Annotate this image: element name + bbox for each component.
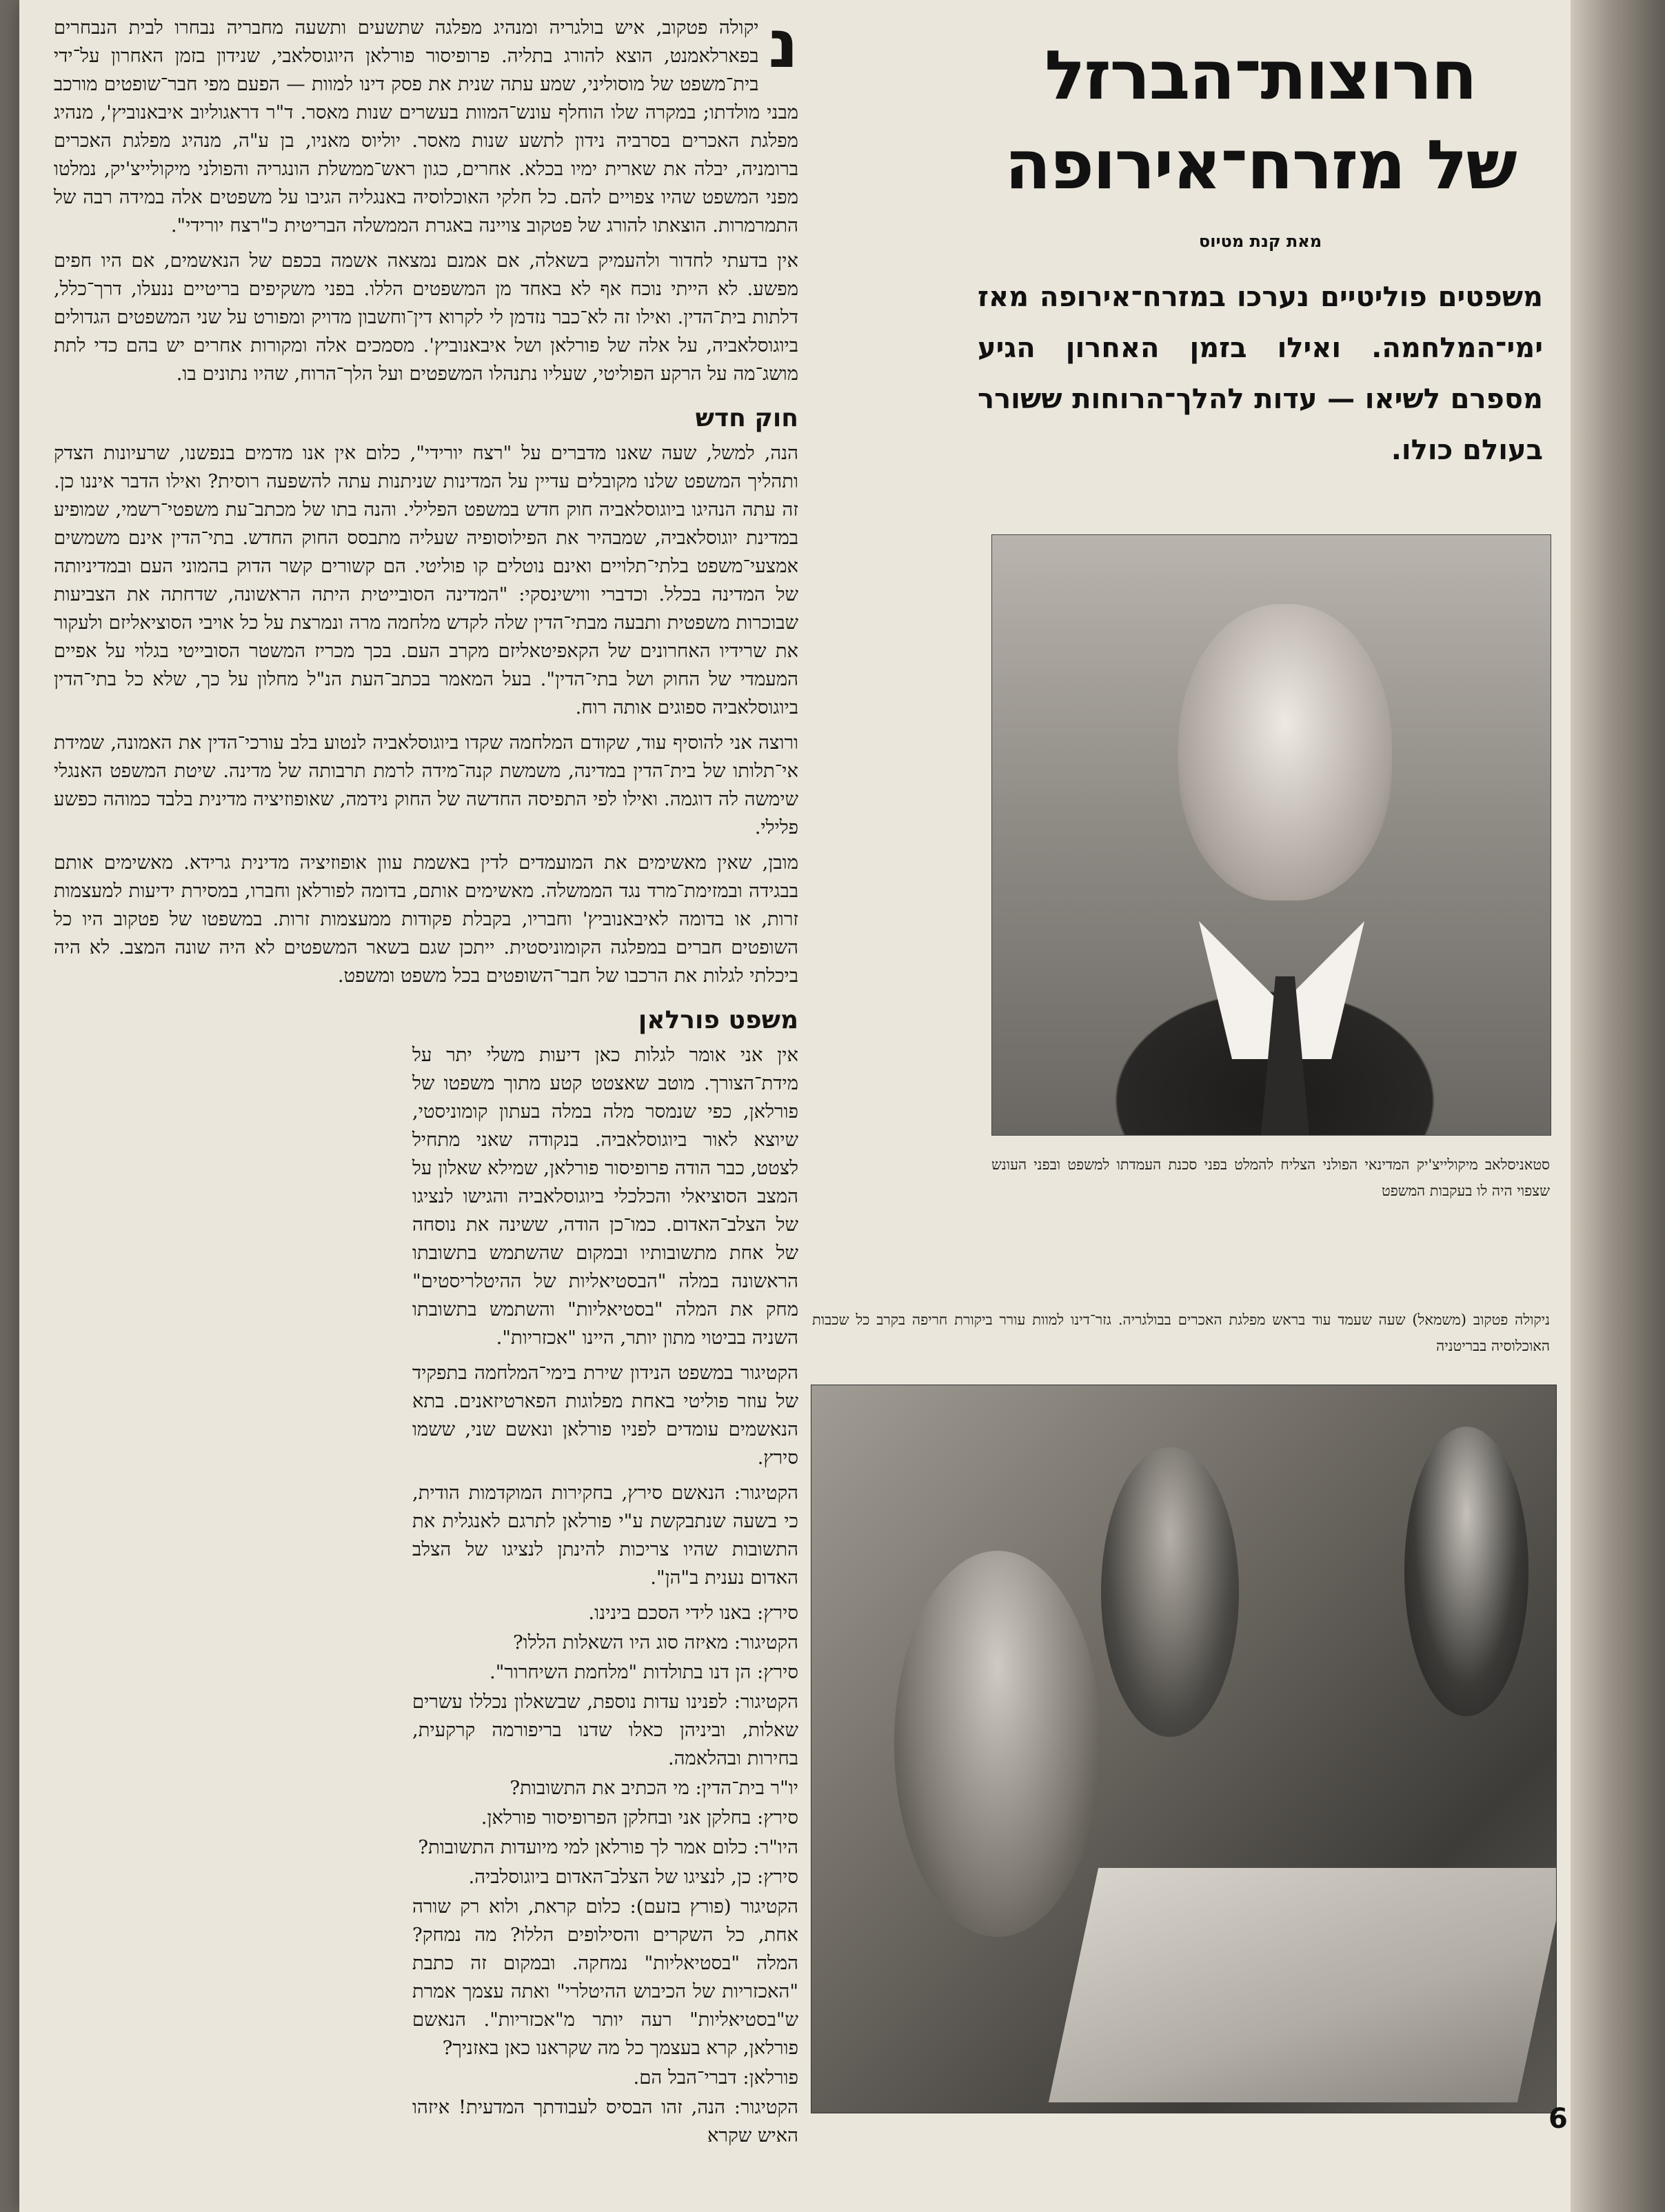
headline-block (971, 28, 1550, 476)
page-number: 6 (1548, 2103, 1568, 2135)
dialog-line: פורלאן: דברי־הבל הם. (633, 2067, 798, 2089)
dialog-line: היו"ר: כלום אמר לך פורלאן למי מיועדות התשובות? (418, 1836, 798, 1858)
dialog-line: הקטיגור: מאיזה סוג היו השאלות הללו? (512, 1631, 798, 1653)
adjacent-page-edge (1571, 0, 1665, 2212)
subheading-furlan-trial: משפט פורלאן (638, 1006, 798, 1034)
section2-paragraph-3: הקטיגור: הנאשם סירץ, בחקירות המוקדמות הודית, כי בשעה שנתבקשת ע"י פורלאן לתרגם לאנגלית את התשובות שהיו צריכות להינתן לנציגו של הצלב האדום נענית ב"הן". (412, 1482, 798, 1589)
drop-cap: נ (768, 6, 798, 83)
section2-paragraph-1: אין אני אומר לגלות כאן דיעות משלי יתר על מידת־הצורך. מוטב שאצטט קטע מתוך משפטו של פורלאן, כפי שנמסר מלה במלה בעתון קומוניסטי, שיוצא לאור ביוגוסלאביה. בנקודה שאני מתחיל לצטט, כבר הודה פרופיסור פורלאן, שמילא שאלון על המצב הסוציאלי והכלכלי ביוגוסלאביה והגישו לנציגו של הצלב־האדום. כמו־כן הודה, ששינה את נוסחה של אחת מתשובותיו ובמקום שהשתמש בתשובתו הראשונה במלה "הבסטיאליות של ההיטלריסטים" מחק את המלה "בסטיאליות" והשתמש בתשובתו השניה בביטוי מתון יותר, היינו "אכזריות". (412, 1044, 798, 1349)
dialog-line: סירץ: כן, לנציגו של הצלב־האדום ביוגוסלביה. (468, 1866, 798, 1888)
dialog-line: סירץ: הן דנו בתולדות "מלחמת השיחרור". (489, 1661, 798, 1683)
group-photo-caption: ניקולה פטקוב (משמאל) שעה שעמד עוד בראש מפלגת האכרים בבולגריה. גזר־דינו למוות עורר ביקורת חריפה בקרב כל שכבות האוכלוסיה בבריטניה (812, 1311, 1550, 1354)
section1-paragraph-1: הנה, למשל, שעה שאנו מדברים על "רצח יורידי", כלום אין אנו מדמים בנפשנו, שרעיונות הצדק ותהליך המשפט שלנו מקובלים עדיין על המדינות שניתנות עתה להשפעה רוסית? ואילו הדבר איננו כן. זה עתה הנהיגו ביוגוסלאביה חוק חדש במשפט הפלילי. והנה בתו של מכתב־עת משפטי־רשמי, שמופיע במדינת יוגוסלאביה, שמבהיר את הפילוסופיה שעליה מתבסס החוק החדש. בתי־הדין אינם משמשים אמצעי־משפט בלתי־תלויים ואינם נוטלים קו פוליטי. הם קשורים קשר הדוק בהמוני העם ובמדיניותה של המדינה בכלל. וכדברי ווישינסקי: "המדינה הסובייטית היתה הראשונה, שדחתה את הצביעות שבוכרות משפטית ותבעה מבתי־הדין שלה לקדש מלחמה מרה ונמרצת על כל אויבי הסוציאליזם ולעקור את שרידיו האחרונים של הקאפיטאליזם מקרב העם. בכך מכריז המשטר הסובייטי בגלוי על אפיים המעמדי של החוק ושל בתי־הדין". בעל המאמר בכתב־העת הנ"ל מחלון על כך, שלא כל בתי־הדין ביוגוסלאביה ספוגים אותה רוח. (54, 442, 798, 718)
section1-paragraph-2: ורוצה אני להוסיף עוד, שקודם המלחמה שקדו ביוגוסלאביה לנטוע בלב עורכי־הדין את האמונה, שמידת אי־תלותו של בית־הדין במדינה, משמשת קנה־מידה לרמת תרבותה של מדינה. שיטת המשפט האנגלי שימשה לה דוגמה. ואילו לפי התפיסה החדשה של החוק נידמה, שאופוזיציה מדינית בלבד כמוהה כפשע פלילי. (54, 732, 798, 838)
headline-line-2: של מזרח־אירופה (1005, 126, 1516, 205)
subheading-new-law: חוק חדש (695, 404, 798, 432)
photo-figure-left (894, 1551, 1101, 1937)
intro-paragraph-2: אין בדעתי לחדור ולהעמיק בשאלה, אם אמנם נמצאה אשמה בכפם של הנאשמים, אם היו חפים מפשע. לא הייתי נוכח אף לא באחד מן המשפטים הללו. בפני משקיפים בריטיים ננעלו, דרך־כלל, דלתות בית־הדין. ואילו זה לא־כבר נזדמן לי לקרוא דין־וחשבון מדויק ומפורט על שני המשפטים הגדולים ביוגוסלאביה, על אלה של פורלאן ושל איבאנוביץ'. מסמכים אלה ומקורות אחרים יש בהם כדי לתת מושג־מה על הרקע הפוליטי, שעליו נתנהלו המשפטים ועל הלך־הרוח, שהיו נתונים בו. (54, 250, 798, 385)
group-photo (811, 1385, 1557, 2113)
dialog-line: הקטיגור: הנה, זהו הבסיס לעבודתך המדעית! איזהו האיש שקרא (412, 2096, 798, 2146)
byline: מאת קנת מטיוס (1198, 232, 1322, 251)
article-body (54, 6, 798, 2186)
portrait-caption: סטאניסלאב מיקולייצ'יק המדינאי הפולני הצליח להמלט בפני סכנת העמדתו למשפט ובפני העונש שצפוי היה לו בעקבות המשפט (991, 1156, 1550, 1199)
section1-paragraph-3: מובן, שאין מאשימים את המועמדים לדין באשמת עוון אופוזיציה מדינית גרידא. מאשימים אותם בבגידה ובמזימת־מרד נגד הממשלה. מאשימים אותם, בדומה לפורלאן וחברו, במסירת ידיעות למעצמות זרות, או בדומה לאיבאנוביץ' וחבריו, בקבלת פקודות ממעצמות זרות. במשפטו של פטקוב היו כל השופטים חברים במפלגה הקומוניסטית. ייתכן שגם בשאר המשפטים לא היה שונה המצב. לא היה ביכלתי לגלות את הרכבו של חבר־השופטים בכל משפט ומשפט. (54, 852, 798, 987)
lead-paragraph: משפטים פוליטיים נערכו במזרח־אירופה מאז ימי־המלחמה. ואילו בזמן האחרון הגיע מספרם לשיאו — עדות להלך־הרוחות ששורר בעולם כולו. (978, 281, 1543, 466)
portrait-face (1178, 604, 1392, 901)
dialog-line: הקטיגור (פורץ בזעם): כלום קראת, ולוא רק שורה אחת, כל השקרים והסילופים הללו? מה נמחק? המלה "בסטיאליות" נמחקה. ובמקום זה כתבת "האכזריות של הכיבוש ההיטלרי" ואתה עצמך אמרת ש"בסטיאליות" רעה יותר מ"אכזריות". הנאשם פורלאן, קרא בעצמך כל מה שקראנו כאן באזניך? (412, 1896, 798, 2059)
dialog-line: הקטיגור: לפנינו עדות נוספת, שבשאלון נכללו עשרים שאלות, וביניהן כאלו שדנו בריפורמה קרקעית, בחירות ובהלאמה. (412, 1691, 798, 1769)
photo-table-papers (1049, 1868, 1557, 2102)
dialog-line: סירץ: באנו לידי הסכם בינינו. (588, 1602, 798, 1624)
portrait-photo (991, 534, 1551, 1136)
dialog-line: יו"ר בית־הדין: מי הכתיב את התשובות? (509, 1777, 798, 1799)
photo-figure-center (1101, 1447, 1239, 1737)
headline-line-1: חרוצות־הברזל (1045, 37, 1476, 115)
photo-figure-right (1404, 1427, 1528, 1716)
trial-dialog (412, 1599, 798, 2150)
intro-paragraph-1: יקולה פטקוב, איש בולגריה ומנהיג מפלגה שתשעים ותשעה מחבריה נבחרו לבית הנבחרים בפארלאמנט, הוצא להורג בתליה. פרופיסור פורלאן היוגוסלאבי, שנידון בזמן האחרון על־ידי בית־משפט של מוסוליני, שמע עתה שנית את פסק דינו למוות — הפעם מפי חבר־שופטים מורכב מבני מולדתו; במקרה שלו הוחלף עונש־המוות בעשרים שנות מאסר. ד"ר דראגוליוב איבאנוביץ', מנהיג מפלגת האכרים בסרביה נידון לתשע שנות מאסר. יוליוס מאניו, בן ע"ה, מנהיג מפלגת האכרים ברומניה, יבלה את שארית ימיו בכלא. אחרים, כגון ראש־ממשלת הונגריה והפולני מיקולייצ'יק, נמלטו מפני המשפט שהיו צפויים להם. כל חלקי האוכלוסיה באנגליה הגיבו על משפטים אלה במידה רבה של התמרמרות. הוצאתו להורג של פטקוב צויינה באגרת הממשלה הבריטית כ"רצח יורידי". (54, 17, 798, 237)
magazine-page (19, 0, 1571, 2212)
section2-paragraph-2: הקטיגור במשפט הנידון שירת בימי־המלחמה בתפקיד של עוזר פוליטי באחת מפלוגות הפארטיזאנים. בתא הנאשמים עומדים לפניו פורלאן ונאשם שני, ששמו סירץ. (412, 1362, 798, 1469)
narrow-column (412, 1041, 798, 2150)
dialog-line: סירץ: בחלקן אני ובחלקן הפרופיסור פורלאן. (481, 1807, 798, 1829)
